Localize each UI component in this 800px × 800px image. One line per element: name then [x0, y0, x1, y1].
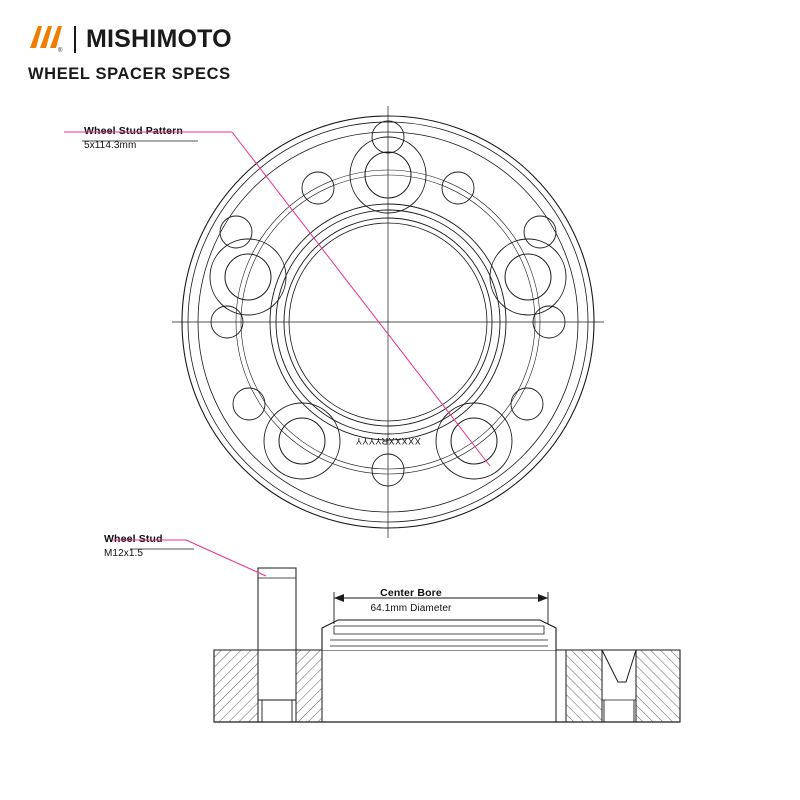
wheel-spacer-side-section-view	[112, 540, 680, 722]
page-subtitle: WHEEL SPACER SPECS	[28, 65, 231, 83]
svg-text:®: ®	[58, 48, 63, 54]
callout-value: 5x114.3mm	[84, 140, 137, 151]
callout-title: Wheel Stud	[104, 533, 163, 545]
callout-title: Wheel Stud Pattern	[84, 125, 183, 137]
wheel-spacer-front-view	[64, 106, 604, 538]
callout-title: Center Bore	[380, 587, 442, 599]
callout-value: M12x1.5	[104, 548, 144, 559]
drawing-watermark: XXXXXRYYYY	[355, 436, 421, 446]
brand-name: MISHIMOTO	[86, 24, 232, 53]
callout-value: 64.1mm Diameter	[370, 603, 452, 614]
